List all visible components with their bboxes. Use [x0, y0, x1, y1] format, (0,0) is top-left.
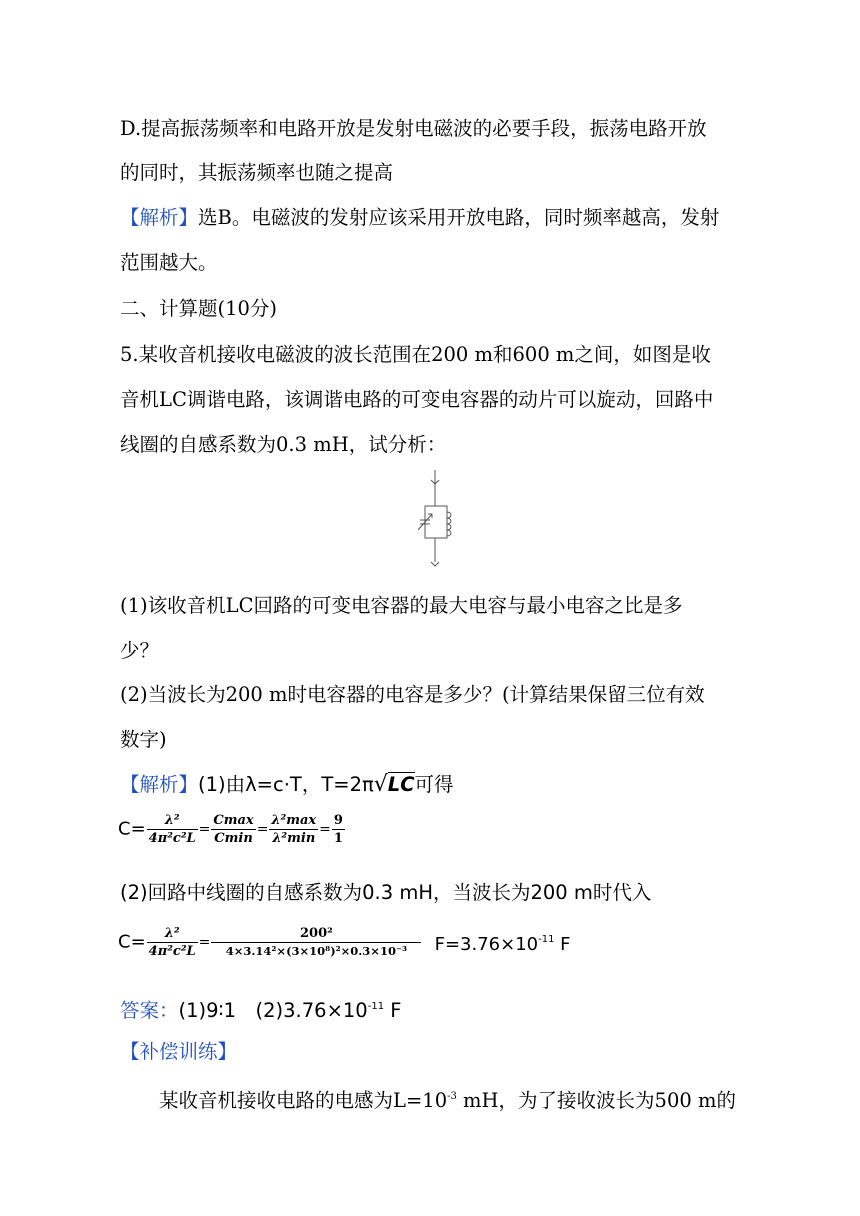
- eq2-frac-2-den: 4×3.14²×(3×10⁸)²×0.3×10⁻³: [225, 944, 408, 958]
- option-d-line1: D.提高振荡频率和电路开放是发射电磁波的必要手段，振荡电路开放: [120, 117, 707, 140]
- supplement-text-b: mH，为了接收波长为500 m的: [456, 1089, 736, 1112]
- eq1-equals: =: [319, 821, 331, 838]
- eq2-lhs: C=: [118, 931, 146, 953]
- sub1-line1: (1)该收音机LC回路的可变电容器的最大电容与最小电容之比是多: [120, 594, 683, 617]
- eq1-frac-2-den: Cmin: [214, 831, 253, 846]
- eq2-frac-1: [147, 925, 198, 960]
- analysis2-line2: (2)回路中线圈的自感系数为0.3 mH，当波长为200 m时代入: [120, 881, 652, 904]
- analysis-tag: 【解析】: [120, 206, 199, 229]
- eq1-frac-4-den: 1: [333, 831, 343, 846]
- answer-line: [120, 994, 401, 1024]
- eq1-frac-1-den: 4π²c²L: [148, 831, 196, 846]
- eq1-equals: =: [198, 821, 211, 838]
- answer-value: (1)9∶1 (2)3.76×10: [178, 999, 368, 1022]
- analysis1-text: 选B。电磁波的发射应该采用开放电路，同时频率越高，发射: [198, 206, 720, 229]
- q5-line1: 5.某收音机接收电磁波的波长范围在200 m和600 m之间，如图是收: [120, 343, 711, 366]
- q5-line3: 线圈的自感系数为0.3 mH，试分析：: [120, 433, 447, 456]
- q5-line2: 音机LC调谐电路，该调谐电路的可变电容器的动片可以旋动，回路中: [120, 388, 714, 411]
- eq1-frac-3-den: λ²min: [272, 831, 316, 846]
- formula-tail: 可得: [414, 773, 454, 796]
- eq1-frac-4-num: 9: [333, 813, 343, 828]
- answer-exp: -11: [367, 1001, 385, 1012]
- eq1-frac-3: [269, 812, 318, 847]
- eq2-result-unit: F: [554, 934, 571, 955]
- eq1-lhs: C=: [118, 818, 146, 840]
- analysis-tag: 【解析】: [120, 773, 199, 796]
- analysis1-line2: 范围越大。: [120, 251, 218, 274]
- equation-2: [118, 925, 571, 960]
- formula-period: (1)由λ=c·T，T=2π: [198, 773, 374, 796]
- lc-circuit-diagram: [408, 468, 458, 572]
- eq2-result-value: F=3.76×10: [434, 934, 539, 955]
- option-d-line2: 的同时，其振荡频率也随之提高: [120, 161, 394, 184]
- supplement-line1: [120, 1084, 736, 1114]
- sqrt-symbol: √: [373, 772, 388, 797]
- sub1-line2: 少？: [120, 639, 160, 662]
- eq1-frac-1: [147, 812, 198, 847]
- eq2-frac-2-num: 200²: [211, 925, 421, 943]
- answer-unit: F: [384, 999, 402, 1022]
- sub2-line2: 数字): [120, 728, 167, 751]
- supplement-text-a: 某收音机接收电路的电感为L=10: [120, 1089, 448, 1112]
- eq2-frac-2: [211, 925, 421, 960]
- eq2-frac-1-den: 4π²c²L: [148, 944, 196, 959]
- section-heading: 二、计算题(10分): [120, 297, 278, 320]
- eq1-equals: =: [256, 821, 269, 838]
- eq1-frac-3-num: λ²max: [271, 813, 317, 828]
- supplement-exp: -3: [447, 1091, 457, 1102]
- analysis1-line1: [120, 205, 719, 231]
- eq2-equals: =: [198, 934, 211, 951]
- inductor-coil-icon: [447, 512, 451, 536]
- eq1-frac-2: [211, 812, 255, 847]
- eq2-result: [435, 934, 571, 955]
- equation-1: [118, 812, 346, 847]
- sqrt-arg: LC: [387, 773, 415, 796]
- answer-label: 答案：: [120, 999, 179, 1022]
- eq1-frac-4: [332, 812, 345, 847]
- supplement-tag: 【补偿训练】: [120, 1040, 238, 1063]
- eq1-frac-2-num: Cmax: [213, 813, 254, 828]
- analysis2-line1: [120, 772, 454, 798]
- eq2-frac-1-num: λ²: [147, 925, 198, 943]
- eq2-result-exp: -11: [538, 934, 555, 945]
- sub2-line1: (2)当波长为200 m时电容器的电容是多少？(计算结果保留三位有效: [120, 683, 705, 706]
- eq1-frac-1-num: λ²: [147, 812, 198, 830]
